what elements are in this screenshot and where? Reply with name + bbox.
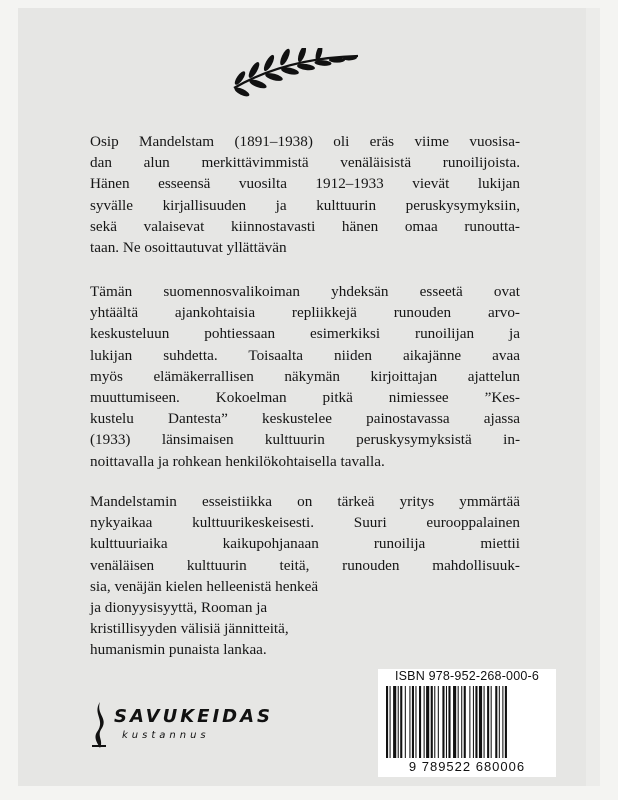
text-line: Hänen esseensä vuosilta 1912–1933 vievät lukijan — [90, 175, 520, 193]
barcode-digits: 9 789522 680006 — [408, 759, 526, 774]
isbn-label: ISBN 978-952-268-000-6 — [394, 669, 540, 683]
laurel-branch-icon — [226, 48, 366, 100]
text-line: yhtäältä ajankohtaisia repliikkejä runouden arvo- — [90, 304, 520, 322]
text-line: lukijan suhdetta. Toisaalta niiden aikajänne avaa — [90, 346, 520, 364]
text-line: dan alun merkittävimmistä venäläisistä runoilijoista. — [90, 154, 520, 172]
text-line: kristillisyyden välisiä jännitteitä, — [90, 620, 289, 638]
book-edge — [586, 8, 600, 786]
text-line: sia, venäjän kielen helleenistä henkeä — [90, 577, 319, 595]
barcode-panel — [378, 669, 556, 777]
text-line: Mandelstamin esseistiikka on tärkeä yritys ymmärtää — [90, 493, 520, 510]
text-line: nykyaikaa kulttuurikeskeisesti. Suuri eurooppalainen — [90, 514, 520, 532]
paragraph-essayism — [90, 491, 520, 661]
text-line: kustelu Dantesta” keskustelee painostavassa ajassa — [90, 410, 520, 428]
publisher-subtitle: kustannus — [122, 730, 210, 741]
paragraph-intro — [90, 131, 520, 258]
text-line: noittavalla ja rohkean henkilökohtaisella tavalla. — [90, 452, 385, 470]
text-line: ja dionyysisyyttä, Rooman ja — [90, 599, 268, 617]
text-line: venäläisen kulttuurin teitä, runouden mahdollisuuk- — [90, 556, 520, 574]
text-line: syvälle kirjallisuuden ja kulttuurin peruskysymyksiin, — [90, 196, 520, 214]
text-line: humanismin punaista lankaa. — [90, 641, 267, 659]
text-line: muuttumiseen. Kokoelman pitkä nimiessee ”Kes- — [90, 389, 520, 407]
publisher-logo — [88, 700, 288, 752]
text-line: kulttuuriaika kaikupohjanaan runoilija miettii — [90, 535, 520, 553]
text-line: taan. Ne osoittautuvat yllättävän — [90, 239, 287, 257]
text-line: keskusteluun pohtiessaan esimerkiksi runoilijan ja — [90, 325, 520, 343]
text-line: sekä valaisevat kiinnostavasti hänen omaa runoutta- — [90, 217, 520, 235]
publisher-name: SAVUKEIDAS — [114, 706, 273, 727]
barcode-icon — [384, 686, 550, 758]
text-line: Tämän suomennosvalikoiman yhdeksän esseetä ovat — [90, 283, 520, 300]
text-line: myös elämäkerrallisen näkymän kirjoittajan ajattelun — [90, 367, 520, 385]
paragraph-collection — [90, 281, 520, 472]
text-line: Osip Mandelstam (1891–1938) oli eräs viime vuosisa- — [90, 133, 520, 150]
text-line: (1933) länsimaisen kulttuurin peruskysymyksistä in- — [90, 431, 520, 449]
flame-icon — [88, 700, 110, 750]
